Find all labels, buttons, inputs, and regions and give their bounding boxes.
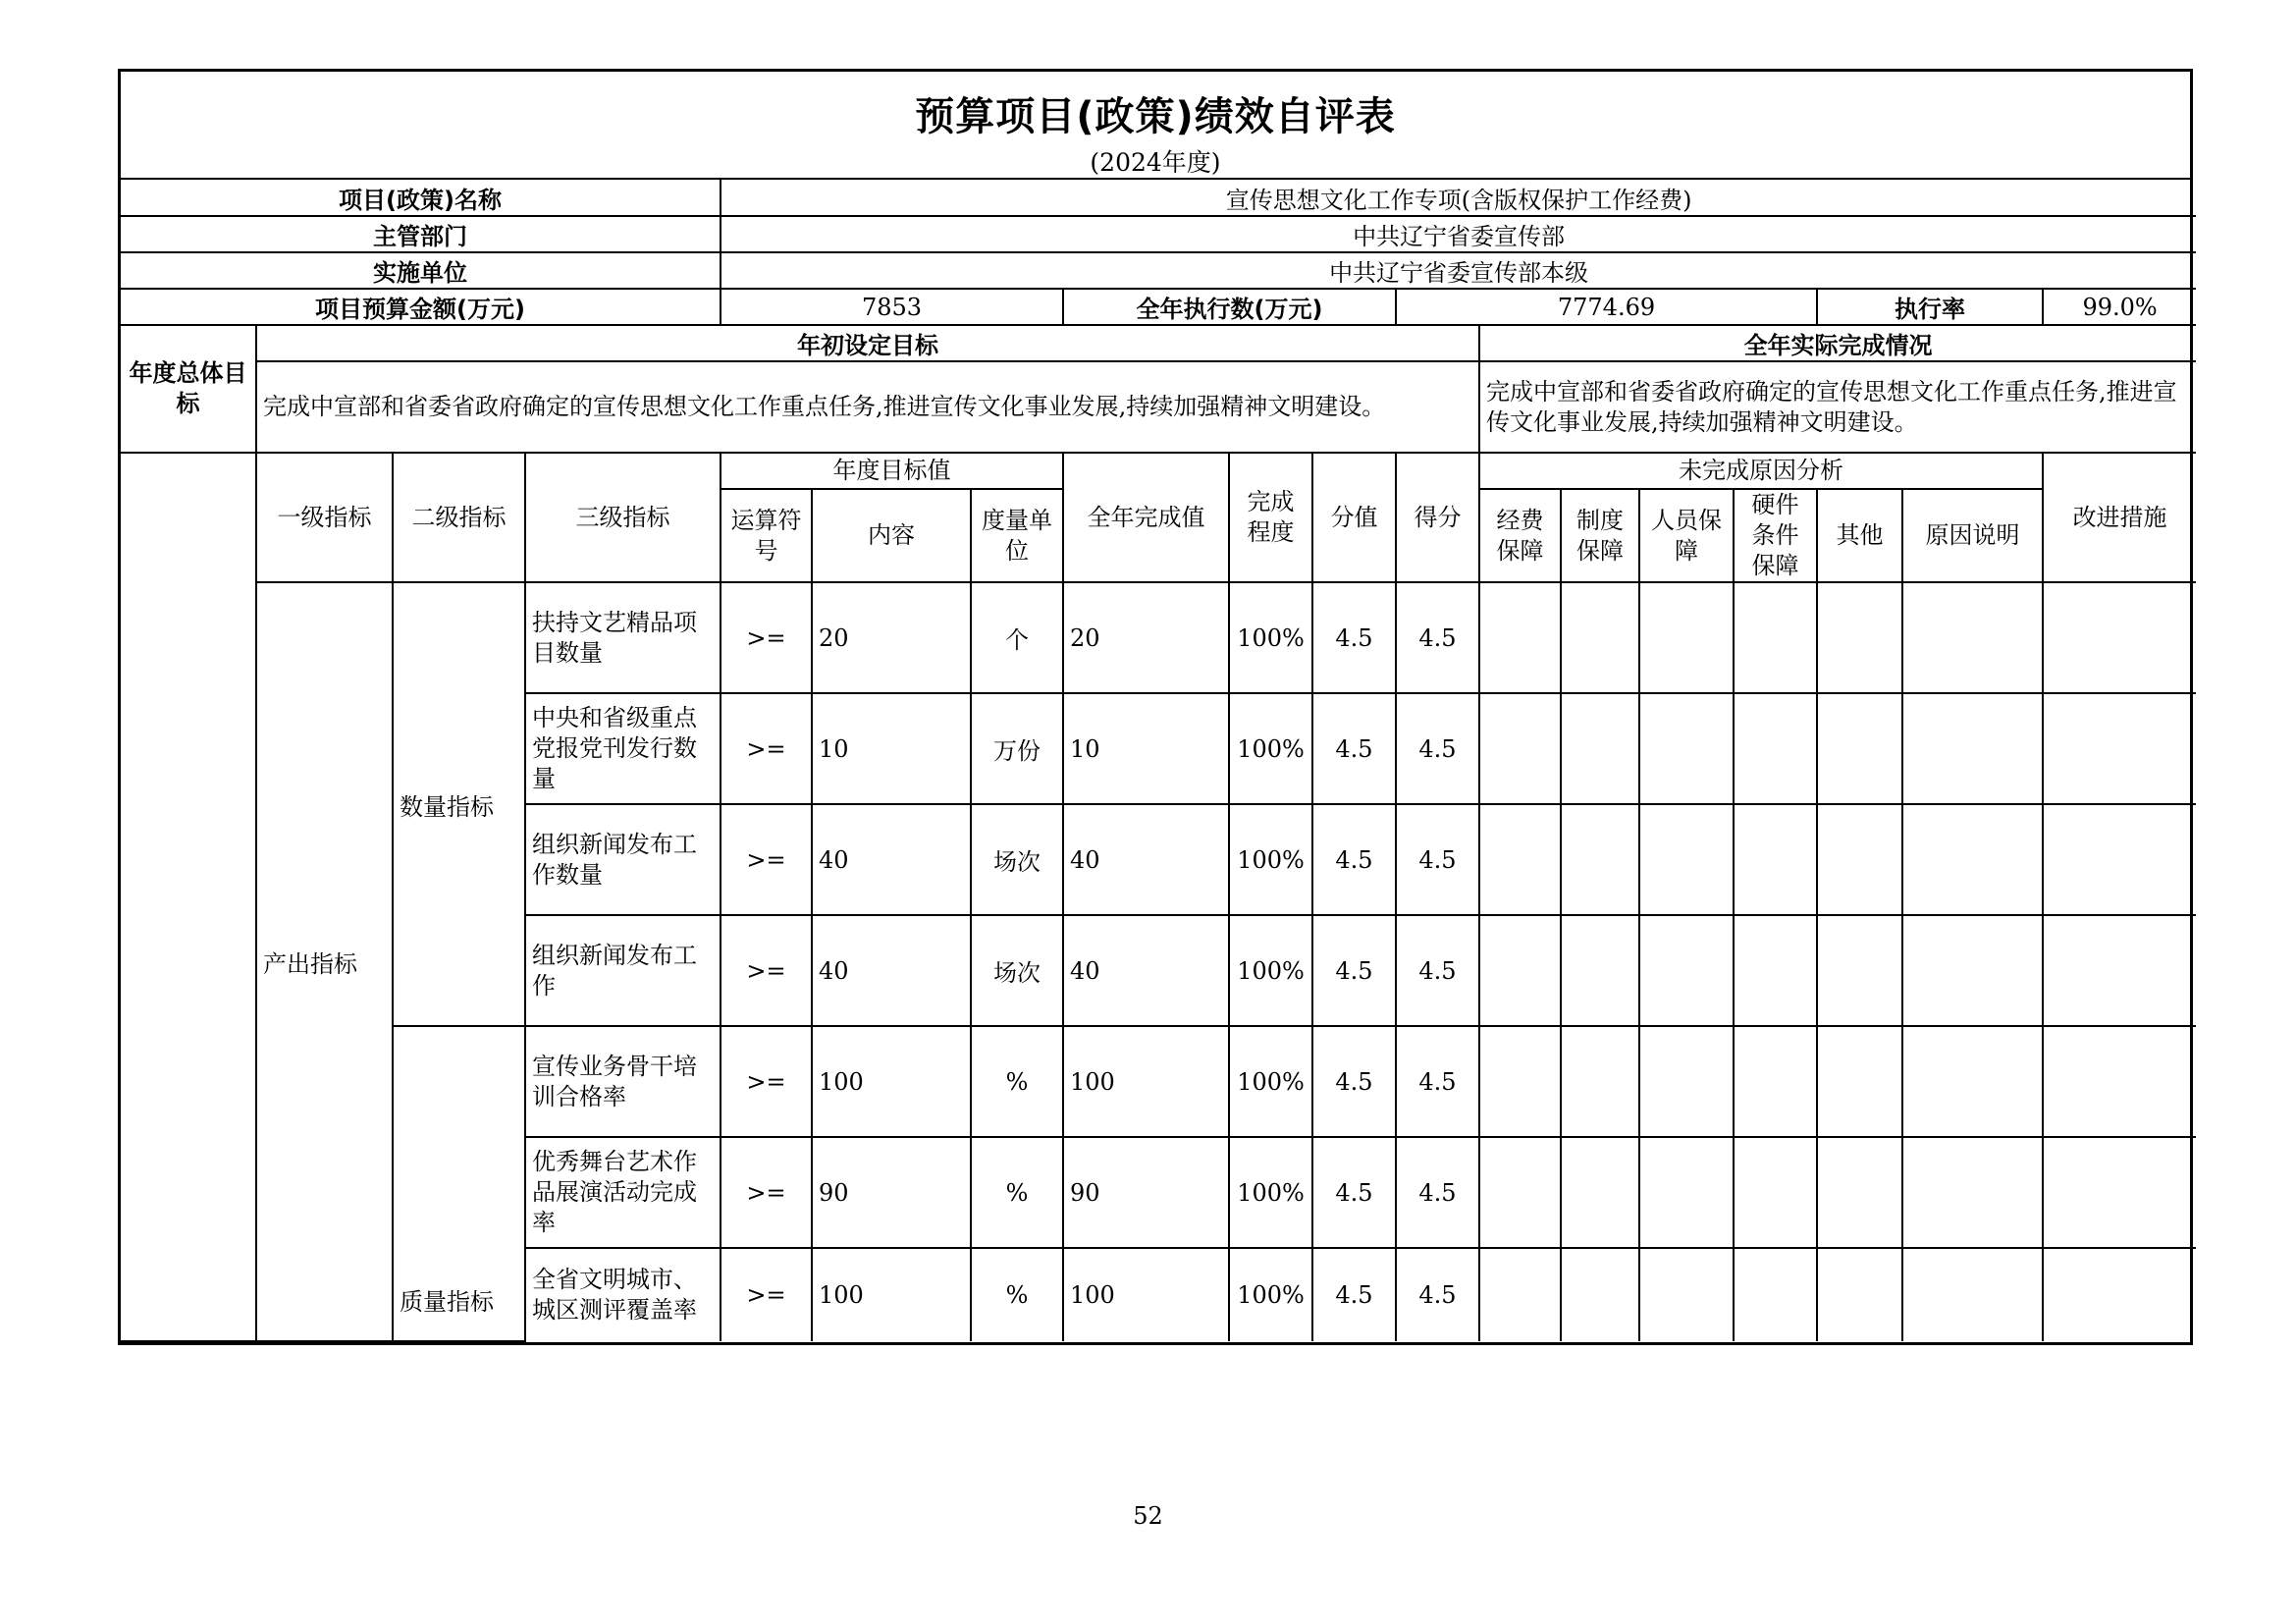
operator-cell: >=	[721, 804, 812, 915]
reason-system-cell	[1561, 1137, 1639, 1248]
reason-funding-cell	[1479, 1248, 1561, 1341]
score-value-cell: 4.5	[1312, 1137, 1396, 1248]
reason-other-cell	[1817, 693, 1902, 804]
level2-indicator-quantity: 数量指标	[393, 582, 525, 1026]
score-cell: 4.5	[1396, 693, 1479, 804]
reason-explain-header: 原因说明	[1902, 489, 2043, 582]
reason-hardware-cell	[1734, 804, 1817, 915]
reason-hardware-cell	[1734, 582, 1817, 693]
operator-cell: >=	[721, 582, 812, 693]
improvement-header: 改进措施	[2043, 453, 2196, 582]
unit-cell: %	[971, 1248, 1063, 1341]
reason-hardware-cell	[1734, 915, 1817, 1026]
unit-cell: %	[971, 1026, 1063, 1137]
execution-rate-value: 99.0%	[2043, 289, 2196, 325]
reason-explain-cell	[1902, 915, 2043, 1026]
initial-goal-text: 完成中宣部和省委省政府确定的宣传思想文化工作重点任务,推进宣传文化事业发展,持续加强精神文明建设。	[256, 361, 1479, 453]
reason-other-cell	[1817, 1026, 1902, 1137]
level3-indicator-name: 宣传业务骨干培训合格率	[525, 1026, 721, 1137]
operator-cell: >=	[721, 915, 812, 1026]
score-cell: 4.5	[1396, 582, 1479, 693]
score-cell: 4.5	[1396, 1248, 1479, 1341]
completion-degree-cell: 100%	[1229, 1026, 1312, 1137]
self-evaluation-form	[118, 69, 2193, 1345]
reason-explain-cell	[1902, 582, 2043, 693]
operator-cell: >=	[721, 1137, 812, 1248]
target-content-cell: 40	[812, 804, 971, 915]
operator-cell: >=	[721, 693, 812, 804]
level3-indicator-header: 三级指标	[525, 453, 721, 582]
reason-funding-header: 经费保障	[1479, 489, 1561, 582]
actual-value-cell: 40	[1063, 915, 1229, 1026]
reason-system-cell	[1561, 915, 1639, 1026]
reason-explain-cell	[1902, 1137, 2043, 1248]
reason-personnel-cell	[1639, 582, 1734, 693]
unit-cell: 场次	[971, 915, 1063, 1026]
reason-hardware-cell	[1734, 693, 1817, 804]
table-row	[121, 1026, 2196, 1137]
title-block	[121, 72, 2190, 180]
annual-execution-value: 7774.69	[1396, 289, 1817, 325]
score-cell: 4.5	[1396, 915, 1479, 1026]
annual-goal-label: 年度总体目标	[121, 325, 256, 453]
reason-hardware-header: 硬件条件保障	[1734, 489, 1817, 582]
reason-personnel-cell	[1639, 693, 1734, 804]
annual-performance-label-cell	[121, 453, 256, 1341]
page-number: 52	[1133, 1502, 1163, 1530]
level3-indicator-name: 全省文明城市、城区测评覆盖率	[525, 1248, 721, 1341]
annual-target-header: 年度目标值	[721, 453, 1063, 489]
level3-indicator-name: 组织新闻发布工作数量	[525, 804, 721, 915]
completion-degree-cell: 100%	[1229, 915, 1312, 1026]
table-row	[121, 582, 2196, 693]
improvement-cell	[2043, 1248, 2196, 1341]
annual-execution-label: 全年执行数(万元)	[1063, 289, 1396, 325]
completion-degree-header: 完成程度	[1229, 453, 1312, 582]
target-content-cell: 90	[812, 1137, 971, 1248]
score-value-cell: 4.5	[1312, 1026, 1396, 1137]
operator-cell: >=	[721, 1248, 812, 1341]
reason-other-cell	[1817, 1137, 1902, 1248]
reason-explain-cell	[1902, 1248, 2043, 1341]
reason-system-header: 制度保障	[1561, 489, 1639, 582]
form-title: 预算项目(政策)绩效自评表	[915, 94, 1396, 139]
reason-funding-cell	[1479, 693, 1561, 804]
score-cell: 4.5	[1396, 1137, 1479, 1248]
score-cell: 4.5	[1396, 1026, 1479, 1137]
operator-cell: >=	[721, 1026, 812, 1137]
score-value-cell: 4.5	[1312, 804, 1396, 915]
actual-value-cell: 40	[1063, 804, 1229, 915]
reason-explain-cell	[1902, 693, 2043, 804]
level1-indicator-output: 产出指标	[256, 582, 393, 1341]
improvement-cell	[2043, 1026, 2196, 1137]
reason-system-cell	[1561, 693, 1639, 804]
actual-completion-text: 完成中宣部和省委省政府确定的宣传思想文化工作重点任务,推进宣传文化事业发展,持续加强精神文明建设。	[1479, 361, 2196, 453]
budget-amount-value: 7853	[721, 289, 1063, 325]
reason-funding-cell	[1479, 582, 1561, 693]
completion-degree-cell: 100%	[1229, 582, 1312, 693]
reason-funding-cell	[1479, 915, 1561, 1026]
reason-funding-cell	[1479, 804, 1561, 915]
reason-personnel-cell	[1639, 804, 1734, 915]
unit-cell: 个	[971, 582, 1063, 693]
project-name-value: 宣传思想文化工作专项(含版权保护工作经费)	[721, 180, 2196, 216]
level3-indicator-name: 中央和省级重点党报党刊发行数量	[525, 693, 721, 804]
target-content-cell: 100	[812, 1248, 971, 1341]
initial-goal-header: 年初设定目标	[256, 325, 1479, 361]
reason-funding-cell	[1479, 1137, 1561, 1248]
reason-funding-cell	[1479, 1026, 1561, 1137]
level3-indicator-name: 组织新闻发布工作	[525, 915, 721, 1026]
reason-system-cell	[1561, 582, 1639, 693]
reason-personnel-cell	[1639, 1248, 1734, 1341]
actual-value-cell: 10	[1063, 693, 1229, 804]
improvement-cell	[2043, 582, 2196, 693]
budget-amount-label: 项目预算金额(万元)	[121, 289, 721, 325]
department-value: 中共辽宁省委宣传部	[721, 216, 2196, 252]
form-subtitle: (2024年度)	[1090, 148, 1221, 177]
score-value-header: 分值	[1312, 453, 1396, 582]
department-label: 主管部门	[121, 216, 721, 252]
improvement-cell	[2043, 915, 2196, 1026]
score-value-cell: 4.5	[1312, 915, 1396, 1026]
level1-indicator-header: 一级指标	[256, 453, 393, 582]
reason-other-cell	[1817, 1248, 1902, 1341]
level3-indicator-name: 扶持文艺精品项目数量	[525, 582, 721, 693]
reason-hardware-cell	[1734, 1026, 1817, 1137]
content-header: 内容	[812, 489, 971, 582]
target-content-cell: 10	[812, 693, 971, 804]
unit-cell: 场次	[971, 804, 1063, 915]
reason-personnel-cell	[1639, 1137, 1734, 1248]
actual-value-cell: 100	[1063, 1026, 1229, 1137]
level2-indicator-header: 二级指标	[393, 453, 525, 582]
reason-other-cell	[1817, 582, 1902, 693]
evaluation-table	[121, 180, 2196, 1342]
implementing-unit-value: 中共辽宁省委宣传部本级	[721, 252, 2196, 289]
completion-degree-cell: 100%	[1229, 1248, 1312, 1341]
unit-cell: %	[971, 1137, 1063, 1248]
actual-completion-header: 全年实际完成情况	[1479, 325, 2196, 361]
score-value-cell: 4.5	[1312, 1248, 1396, 1341]
operator-header: 运算符号	[721, 489, 812, 582]
reason-other-cell	[1817, 804, 1902, 915]
reason-system-cell	[1561, 1248, 1639, 1341]
target-content-cell: 40	[812, 915, 971, 1026]
reason-other-cell	[1817, 915, 1902, 1026]
unfinished-reason-header: 未完成原因分析	[1479, 453, 2043, 489]
level3-indicator-name: 优秀舞台艺术作品展演活动完成率	[525, 1137, 721, 1248]
unit-cell: 万份	[971, 693, 1063, 804]
reason-hardware-cell	[1734, 1137, 1817, 1248]
improvement-cell	[2043, 804, 2196, 915]
reason-personnel-cell	[1639, 1026, 1734, 1137]
project-name-label: 项目(政策)名称	[121, 180, 721, 216]
improvement-cell	[2043, 1137, 2196, 1248]
unit-header: 度量单位	[971, 489, 1063, 582]
actual-value-cell: 100	[1063, 1248, 1229, 1341]
reason-system-cell	[1561, 804, 1639, 915]
score-value-cell: 4.5	[1312, 693, 1396, 804]
score-value-cell: 4.5	[1312, 582, 1396, 693]
reason-personnel-cell	[1639, 915, 1734, 1026]
level2-indicator-quality: 质量指标	[393, 1026, 525, 1341]
reason-other-header: 其他	[1817, 489, 1902, 582]
annual-actual-header: 全年完成值	[1063, 453, 1229, 582]
score-cell: 4.5	[1396, 804, 1479, 915]
reason-explain-cell	[1902, 1026, 2043, 1137]
improvement-cell	[2043, 693, 2196, 804]
reason-explain-cell	[1902, 804, 2043, 915]
reason-personnel-header: 人员保障	[1639, 489, 1734, 582]
target-content-cell: 20	[812, 582, 971, 693]
completion-degree-cell: 100%	[1229, 1137, 1312, 1248]
reason-system-cell	[1561, 1026, 1639, 1137]
actual-value-cell: 20	[1063, 582, 1229, 693]
execution-rate-label: 执行率	[1817, 289, 2043, 325]
reason-hardware-cell	[1734, 1248, 1817, 1341]
completion-degree-cell: 100%	[1229, 693, 1312, 804]
implementing-unit-label: 实施单位	[121, 252, 721, 289]
actual-value-cell: 90	[1063, 1137, 1229, 1248]
completion-degree-cell: 100%	[1229, 804, 1312, 915]
score-header: 得分	[1396, 453, 1479, 582]
target-content-cell: 100	[812, 1026, 971, 1137]
